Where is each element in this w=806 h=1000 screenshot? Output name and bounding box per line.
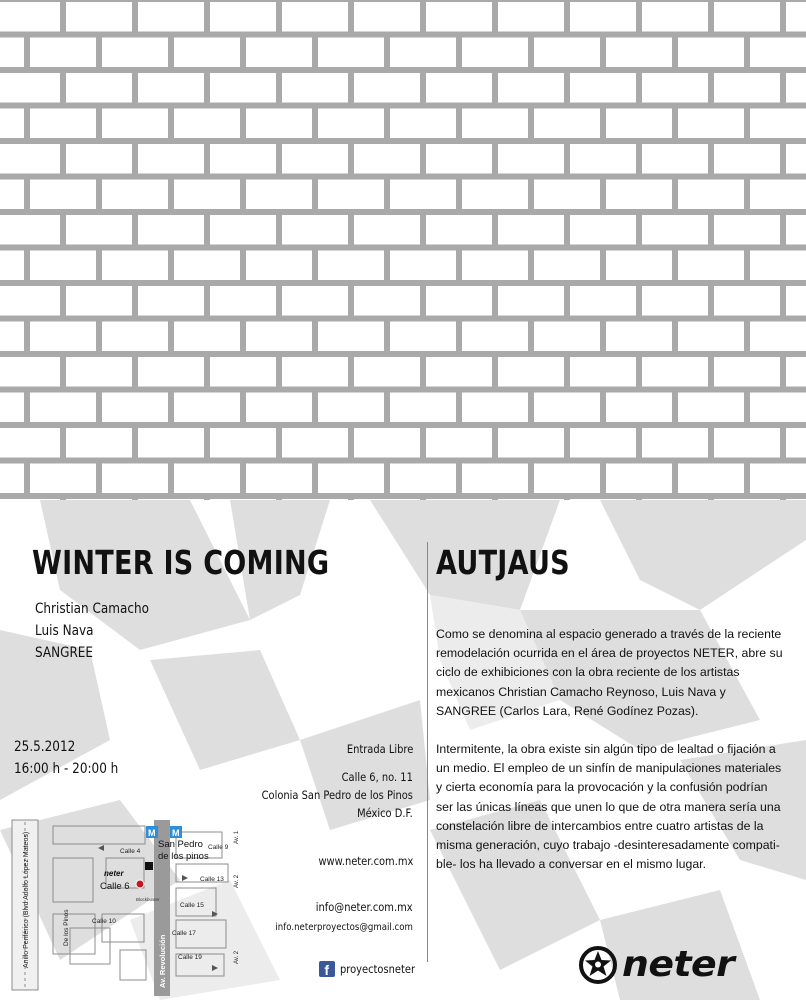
brick [0,322,24,352]
neter-star-logo-icon [578,945,618,985]
location-pin-icon [136,880,144,888]
brick [282,215,348,245]
brick [390,38,456,68]
brick [426,73,492,103]
brick [642,215,708,245]
brick [30,38,96,68]
brick [354,215,420,245]
brick [642,144,708,174]
exhibition-title: WINTER IS COMING [32,543,330,582]
brick [246,251,312,281]
brick [174,38,240,68]
brick [354,73,420,103]
brick [678,38,744,68]
brick [534,393,600,423]
svg-text:M: M [148,828,156,838]
brick [282,357,348,387]
brick [678,180,744,210]
brick [282,286,348,316]
svg-text:Calle 19: Calle 19 [178,954,202,961]
brick [210,2,276,32]
svg-text:Calle 13: Calle 13 [200,876,224,883]
brick [462,109,528,139]
brick [246,109,312,139]
brick [138,73,204,103]
description-paragraph [436,625,798,721]
svg-text:Calle 6: Calle 6 [100,881,130,892]
brick [534,180,600,210]
revolucion-label: Av. Revolución [158,934,167,988]
brick [714,428,780,458]
brick [714,144,780,174]
brick [174,464,240,494]
brick [426,286,492,316]
brick [246,393,312,423]
brick [246,322,312,352]
brick [138,428,204,458]
brick [102,322,168,352]
entry-note: Entrada Libre [346,742,413,756]
svg-text:Calle 10: Calle 10 [92,918,116,925]
brick [282,73,348,103]
brick [498,73,564,103]
brick [462,322,528,352]
brick [66,357,132,387]
brick [570,144,636,174]
brick [714,215,780,245]
brick [750,180,806,210]
brick [462,464,528,494]
brick [318,393,384,423]
brick [606,251,672,281]
brick [66,286,132,316]
brick [750,251,806,281]
brick [0,464,24,494]
brick [210,215,276,245]
brick [498,215,564,245]
svg-text:Calle 4: Calle 4 [120,848,141,855]
facebook-handle: proyectosneter [339,961,415,976]
location-map [8,818,248,998]
description-paragraph [436,740,798,874]
svg-text:Blockbuster: Blockbuster [136,897,160,902]
brick [678,393,744,423]
brick [174,393,240,423]
brick [0,251,24,281]
paragraph-line: mexicanos Christian Camacho Reynoso, Luis Nava y [436,684,726,699]
brick [246,38,312,68]
brick [102,464,168,494]
event-info-panel [0,500,806,1000]
svg-text:Av. 2: Av. 2 [234,874,240,888]
brick [786,286,806,316]
brick [642,73,708,103]
brick [642,428,708,458]
space-title: AUTJAUS [436,543,570,582]
brick [138,357,204,387]
column-divider [427,542,428,962]
svg-text:De los Pinos: De los Pinos [63,909,70,946]
brick [498,428,564,458]
station-label: San Pedro [158,839,203,850]
brick [0,357,60,387]
brick [390,393,456,423]
email-link[interactable]: info@neter.com.mx [316,900,413,914]
periferico-label: Anillo Periférico (Blvd Adolfo López Mateos) [23,831,30,968]
brick [0,393,24,423]
brick [606,180,672,210]
brick [354,357,420,387]
artist-name: Luis Nava [35,623,94,639]
brick [102,38,168,68]
brick [30,322,96,352]
paragraph-line: ciclo de exhibiciones con la obra reciente de los artistas [436,665,740,680]
brick [714,2,780,32]
brick [714,286,780,316]
brick [606,464,672,494]
address-line: Colonia San Pedro de los Pinos [261,788,413,802]
brick [30,464,96,494]
brick [498,144,564,174]
brick [498,2,564,32]
brick [138,144,204,174]
brick [426,215,492,245]
brick [0,73,60,103]
brick [786,215,806,245]
brick [174,322,240,352]
brick [750,109,806,139]
paragraph-line: un medio. El empleo de un sinfín de manipulaciones materiales [436,761,782,776]
brick [678,322,744,352]
building-marker-icon [145,862,153,870]
facebook-icon: f [319,961,335,977]
facebook-link[interactable] [319,960,413,978]
brick [606,38,672,68]
brick [318,109,384,139]
brick [426,428,492,458]
artist-name: SANGREE [35,645,94,661]
brick [786,428,806,458]
brick [0,180,24,210]
brick [246,464,312,494]
paragraph-line: constelación libre de intercambios entre cuatro artistas de la [436,818,764,833]
svg-text:Av. 1: Av. 1 [234,830,240,844]
address-line: México D.F. [357,806,413,820]
brick [570,215,636,245]
brick [282,428,348,458]
paragraph-line: Intermitente, la obra existe sin algún tipo de lealtad o fijación a [436,742,776,756]
brick [678,109,744,139]
brick [138,2,204,32]
brick [606,393,672,423]
brick [0,38,24,68]
brick [678,251,744,281]
brick [570,286,636,316]
website-link[interactable]: www.neter.com.mx [318,854,413,868]
brick [390,464,456,494]
brick [102,393,168,423]
brick [318,464,384,494]
svg-text:Calle 15: Calle 15 [180,902,204,909]
brick [66,2,132,32]
brick [66,73,132,103]
brick [498,357,564,387]
paragraph-line: Como se denomina al espacio generado a través de la reciente [436,627,782,641]
brick [66,428,132,458]
brick [426,2,492,32]
neter-logo [578,944,735,988]
brick [390,180,456,210]
brick [0,428,60,458]
brick [0,109,24,139]
paragraph-line: SANGREE (Carlos Lara, René Godínez Pozas). [436,703,699,718]
brick [642,357,708,387]
brick [354,428,420,458]
brick [0,286,60,316]
brick [354,2,420,32]
paragraph-line: ser las únicas líneas que unen lo que de otra manera sería una [436,799,781,814]
brick [462,180,528,210]
paragraph-line: ble- los ha llevado a conversar en el mismo lugar. [436,857,706,872]
brick [66,215,132,245]
brick [606,109,672,139]
station-label: de los pinos [158,851,209,862]
brick [210,428,276,458]
brick [318,38,384,68]
brick [606,322,672,352]
artist-name: Christian Camacho [35,601,150,617]
brick [750,393,806,423]
brick [570,73,636,103]
brick [462,251,528,281]
brick [786,73,806,103]
brick [714,357,780,387]
neter-map-label: neter [104,869,124,878]
brick [390,109,456,139]
brick [138,286,204,316]
brick [66,144,132,174]
brick [534,464,600,494]
brick [102,109,168,139]
svg-text:Av. 2: Av. 2 [234,950,240,964]
brick [750,464,806,494]
brick [102,180,168,210]
svg-text:Calle 17: Calle 17 [172,930,196,937]
brick [246,180,312,210]
event-date: 25.5.2012 [14,739,76,755]
brick [786,357,806,387]
brick [534,38,600,68]
brick [390,322,456,352]
brick [534,251,600,281]
brick [642,286,708,316]
brick [498,286,564,316]
brick [570,357,636,387]
brick [534,109,600,139]
brick [210,286,276,316]
brick [750,322,806,352]
brick [570,428,636,458]
brick [174,180,240,210]
brick [318,251,384,281]
brick [390,251,456,281]
brick [282,2,348,32]
svg-text:Calle 9: Calle 9 [208,844,229,851]
brick [210,357,276,387]
brick [30,180,96,210]
brick [642,2,708,32]
brick [462,393,528,423]
brick [30,251,96,281]
brick [210,73,276,103]
brick [678,464,744,494]
paragraph-line: misma generación, cuyo trabajo -desinteresadamente compati- [436,838,780,853]
brick [354,144,420,174]
brick [786,144,806,174]
brick [282,144,348,174]
brick [0,2,60,32]
svg-text:M: M [172,828,180,838]
brick [714,73,780,103]
brick [426,144,492,174]
brick [138,215,204,245]
brick [426,357,492,387]
brick [318,180,384,210]
brick [102,251,168,281]
paragraph-line: y cierta economía para la provocación y la confusión podrían [436,780,768,795]
brick [174,251,240,281]
email-link-secondary[interactable]: info.neterproyectos@gmail.com [275,922,413,933]
brick [0,215,60,245]
brick [534,322,600,352]
brick [462,38,528,68]
paragraph-line: remodelación ocurrida en el área de proyectos NETER, abre su [436,646,783,661]
brick [210,144,276,174]
brick [0,144,60,174]
brick [354,286,420,316]
event-time: 16:00 h - 20:00 h [14,761,119,777]
brick [750,38,806,68]
brick [318,322,384,352]
brick [174,109,240,139]
address-line: Calle 6, no. 11 [341,770,413,784]
brick [786,2,806,32]
brick [570,2,636,32]
artist-list [35,598,168,664]
brick [30,109,96,139]
brick [30,393,96,423]
logo-wordmark: neter [622,944,735,985]
